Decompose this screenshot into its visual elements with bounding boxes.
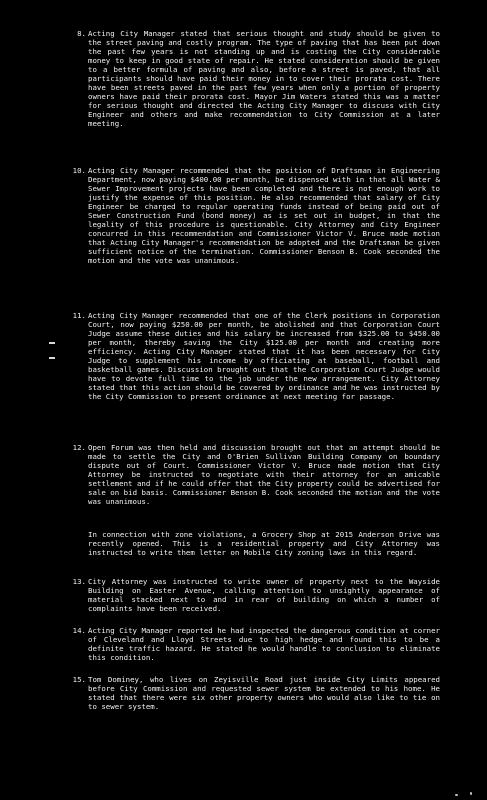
item-number: 13. [72, 577, 86, 586]
item-number: 12. [72, 443, 86, 452]
margin-mark [49, 357, 55, 359]
scan-speck [470, 792, 472, 795]
item-text: City Attorney was instructed to write owner of property next to the Wayside Building on Easter Avenue, calling attention to unsightly appearance of material stacked next to and in rear of building on which a number of complaints have been received. [88, 577, 445, 613]
item-text: Acting City Manager recommended that the position of Draftsman in Engineering Department, now paying $400.00 per month, be dispensed with in that all Water & Sewer Improvement projects have been completed and there is not enough work to justify the expense of this position. He also recommended that salary of City Engineer be charged to regular operating funds instead of being paid out of Sewer Construction Fund (bond money) as is set out in budget, in that the legality of this procedure is questionable. City Attorney and City Engineer concurred in this recommendation and Commissioner Victor V. Bruce made motion that Acting City Manager's recommendation be adopted and the Draftsman be given sufficient notice of the termination. Commissioner Benson B. Cook seconded the motion and the vote was unanimous. [88, 166, 445, 265]
item-text: Acting City Manager reported he had inspected the dangerous condition at corner of Cleveland and Lloyd Streets due to high hedge and found this to be a definite traffic hazard. He stated he would handle to conclusion to eliminate this condition. [88, 626, 445, 662]
margin-mark [49, 342, 55, 344]
item-number: 10. [72, 166, 86, 175]
scan-speck [455, 794, 458, 796]
item-text: Acting City Manager stated that serious thought and study should be given to the street paving and costly program. The type of paving that has been put down the past few years is not standing up and is costing the City considerable money to keep in good state of repair. He stated consideration should be given to a better formula of paving and also, before a street is paved, that all participants should have paid their money in to cover their prorata cost. There have been streets paved in the past few years when only a portion of property owners have paid their prorata cost. Mayor Jim Waters stated this was a matter for serious thought and directed the Acting City Manager to discuss with City Engineer and others and make recommendation to City Commission at a later meeting. [88, 29, 445, 128]
item-text: Tom Dominey, who lives on Zeyisville Road just inside City Limits appeared before City Commission and requested sewer system be extended to his home. He stated that there were six other property owners who would also like to tie on to sewer system. [88, 675, 445, 711]
item-number: 11. [72, 311, 86, 320]
item-number: 15. [72, 675, 86, 684]
item-text: In connection with zone violations, a Grocery Shop at 2015 Anderson Drive was recently opened. This is a residential property and City Attorney was instructed to write them letter on Mobile City zoning laws in this regard. [88, 530, 445, 557]
item-number: 14. [72, 626, 86, 635]
item-text: Open Forum was then held and discussion brought out that an attempt should be made to settle the City and O'Brien Sullivan Building Company on boundary dispute out of Court. Commissioner Victor V. Bruce made motion that City Attorney be instructed to negotiate with their attorney for an amicable settlement and if he could offer that the City property could be advertised for sale on bid basis. Commissioner Benson B. Cook seconded the motion and the vote was unanimous. [88, 443, 445, 506]
item-text: Acting City Manager recommended that one of the Clerk positions in Corporation Court, now paying $250.00 per month, be abolished and that Corporation Court Judge assume these duties and his salary be increased from $325.00 to $450.00 per month, thereby saving the City $125.00 per month and creating more efficiency. Acting City Manager stated that it has been necessary for City Judge to supplement his income by officiating at baseball, football and basketball games. Discussion brought out that the Corporation Court Judge would have to devote full time to the job under the new arrangement. City Attorney stated that this action should be covered by ordinance and he was instructed by the City Commission to present ordinance at next meeting for passage. [88, 311, 445, 401]
item-number: 8. [77, 29, 86, 38]
